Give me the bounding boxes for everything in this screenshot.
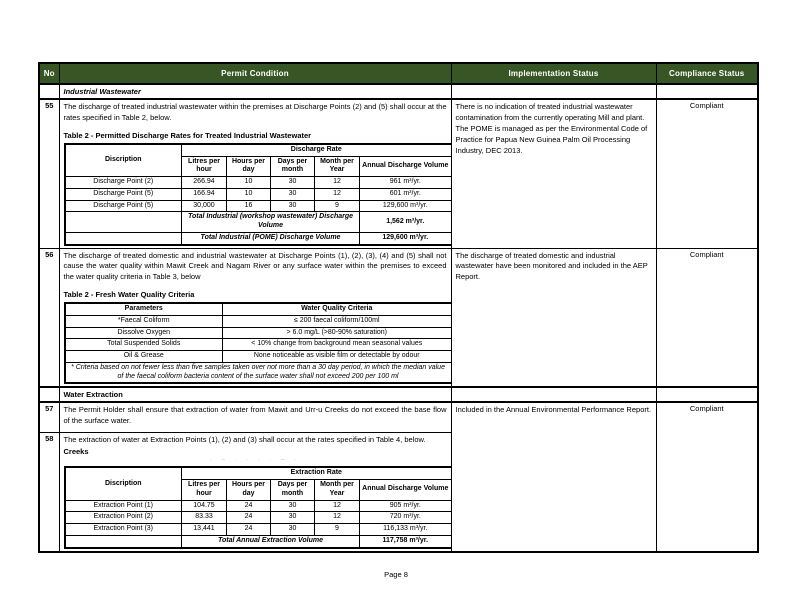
inner-table-caption: Table 2 - Fresh Water Quality Criteria [63, 290, 195, 300]
faded-text-remnant: · – · · · · – · [209, 457, 301, 464]
condition-text: The discharge of treated industrial wastewater within the premises at Discharge Points (2) and (5) shall occur at the rates specified in Table 2, below. [63, 102, 447, 122]
row-number: 56 [39, 248, 59, 387]
col-header: Annual Discharge Volume [360, 480, 452, 501]
condition-text: The discharge of treated domestic and industrial wastewater at Discharge Points (1), (2), (3), (4) and (5) shall not cause the water quality within Mawit Creek and Nagam River or any surface water within the premises to exceed the water quality criteria in Table 3, below [63, 250, 447, 282]
empty-cell [451, 84, 656, 99]
data-row [65, 500, 452, 512]
col-header: Month per Year [315, 156, 360, 177]
total-label: Total Industrial (workshop wastewater) Discharge Volume [182, 212, 360, 233]
permit-condition-cell [59, 402, 451, 433]
col-header: Days per month [271, 156, 315, 177]
permit-compliance-table [38, 62, 759, 553]
column-header-implementation-status: Implementation Status [451, 63, 656, 84]
extraction-rates-table [64, 466, 452, 548]
table-header-row [39, 63, 758, 84]
compliance-status-cell: Compliant [656, 248, 758, 387]
condition-text: The Permit Holder shall ensure that extraction of water from Mawit and Urr-u Creeks do not exceed the base flow of the surface water. [63, 405, 447, 426]
data-row [65, 524, 452, 536]
point-label: Discharge Point (5) [65, 188, 182, 200]
section-row-industrial-wastewater [39, 84, 758, 99]
group-header-row [65, 144, 452, 156]
row-number: 58 [39, 433, 59, 552]
data-row [65, 327, 452, 339]
data-row [65, 188, 452, 200]
value-cell: 12 [315, 500, 360, 512]
value-cell: 116,133 m³/yr. [360, 524, 452, 536]
criteria-value: < 10% change from background mean seasonal values [223, 339, 452, 351]
data-row [65, 351, 452, 363]
total-label: Total Industrial (POME) Discharge Volume [182, 232, 360, 244]
total-row [65, 535, 452, 547]
value-cell: 30,000 [182, 200, 227, 212]
table-row-56 [39, 248, 758, 387]
page-footer: Page 8 [384, 570, 408, 579]
parameter-label: Total Suspended Solids [65, 339, 223, 351]
data-row [65, 315, 452, 327]
column-header-permit-condition: Permit Condition [59, 63, 451, 84]
creeks-label: Creeks [63, 447, 89, 457]
parameter-label: Oil & Grease [65, 351, 223, 363]
table-row-55 [39, 99, 758, 248]
point-label: Discharge Point (2) [65, 177, 182, 189]
value-cell: 10 [227, 188, 271, 200]
total-value: 117,758 m³/yr. [360, 535, 452, 547]
col-header: Month per Year [315, 480, 360, 501]
empty-cell [65, 535, 182, 547]
data-row [65, 200, 452, 212]
criteria-value: > 6.0 mg/L (>80-90% saturation) [223, 327, 452, 339]
water-quality-table [64, 302, 452, 384]
total-row [65, 212, 452, 233]
value-cell: 16 [227, 200, 271, 212]
col-header: Litres per hour [182, 480, 227, 501]
value-cell: 30 [271, 200, 315, 212]
col-header: Hours per day [227, 156, 271, 177]
col-header: Annual Discharge Volume [360, 156, 452, 177]
total-value: 129,600 m³/yr. [360, 232, 452, 244]
value-cell: 266.94 [182, 177, 227, 189]
condition-text: The extraction of water at Extraction Points (1), (2) and (3) shall occur at the rates specified in Table 4, below. [63, 435, 426, 445]
col-header: Days per month [271, 480, 315, 501]
point-label: Extraction Point (3) [65, 524, 182, 536]
point-label: Extraction Point (1) [65, 500, 182, 512]
value-cell: 30 [271, 524, 315, 536]
value-cell: 24 [227, 524, 271, 536]
empty-cell [65, 232, 182, 244]
table-row-57 [39, 402, 758, 433]
implementation-status-cell: Included in the Annual Environmental Performance Report. [451, 402, 656, 551]
value-cell: 83.33 [182, 512, 227, 524]
parameter-label: *Faecal Coliform [65, 315, 223, 327]
footnote-row [65, 362, 452, 383]
inner-table-caption: Table 2 - Permitted Discharge Rates for Treated Industrial Wastewater [63, 130, 312, 140]
point-label: Discharge Point (5) [65, 200, 182, 212]
value-cell: 30 [271, 177, 315, 189]
value-cell: 13,441 [182, 524, 227, 536]
column-header-no: No [39, 63, 59, 84]
value-cell: 720 m³/yr. [360, 512, 452, 524]
section-title: Industrial Wastewater [63, 87, 141, 96]
col-header: Water Quality Criteria [223, 303, 452, 315]
value-cell: 9 [315, 524, 360, 536]
permit-condition-cell [59, 433, 451, 552]
column-header-compliance-status: Compliance Status [656, 63, 758, 84]
value-cell: 12 [315, 177, 360, 189]
group-header-row [65, 467, 452, 479]
column-header-row [65, 303, 452, 315]
parameter-label: Dissolve Oxygen [65, 327, 223, 339]
desc-column-header: Discription [65, 144, 182, 177]
col-header: Parameters [65, 303, 223, 315]
compliance-status-cell: Compliant [656, 402, 758, 551]
criteria-value: None noticeable as visible film or detectable by odour [223, 351, 452, 363]
data-row [65, 339, 452, 351]
value-cell: 129,600 m³/yr. [360, 200, 452, 212]
value-cell: 9 [315, 200, 360, 212]
compliance-status-cell: Compliant [656, 99, 758, 248]
data-row [65, 177, 452, 189]
total-value: 1,562 m³/yr. [360, 212, 452, 233]
value-cell: 24 [227, 500, 271, 512]
row-number: 57 [39, 402, 59, 433]
permit-condition-cell [59, 248, 451, 387]
value-cell: 601 m³/yr. [360, 188, 452, 200]
value-cell: 30 [271, 500, 315, 512]
total-row [65, 232, 452, 244]
permit-condition-cell [59, 99, 451, 248]
empty-cell [451, 387, 656, 402]
criteria-value: ≤ 200 faecal coliform/100ml [223, 315, 452, 327]
value-cell: 166.94 [182, 188, 227, 200]
col-header: Hours per day [227, 480, 271, 501]
value-cell: 24 [227, 512, 271, 524]
section-title-cell [59, 387, 451, 402]
group-header: Discharge Rate [182, 144, 452, 156]
value-cell: 12 [315, 188, 360, 200]
empty-cell [39, 84, 59, 99]
value-cell: 30 [271, 512, 315, 524]
total-label: Total Annual Extraction Volume [182, 535, 360, 547]
desc-column-header: Discription [65, 467, 182, 500]
value-cell: 905 m³/yr. [360, 500, 452, 512]
data-row [65, 512, 452, 524]
implementation-status-cell: The discharge of treated domestic and industrial wastewater have been monitored and included in the AEP Report. [451, 248, 656, 387]
discharge-rates-table [64, 143, 452, 246]
col-header: Litres per hour [182, 156, 227, 177]
empty-cell [39, 387, 59, 402]
value-cell: 961 m³/yr. [360, 177, 452, 189]
value-cell: 12 [315, 512, 360, 524]
group-header: Extraction Rate [182, 467, 452, 479]
row-number: 55 [39, 99, 59, 248]
table-footnote: * Criteria based on not fewer less than five samples taken over not more than a 30 day period, in which the median value of the faecal coliform bacteria content of the surface water shall not exceed 200 per 100 ml [65, 362, 452, 383]
value-cell: 30 [271, 188, 315, 200]
implementation-status-cell: There is no indication of treated industrial wastewater contamination from the currently operating Mill and plant. The POME is managed as per the Environmental Code of Practice for Papua New Guinea Palm Oil Processing Industry, DEC 2013. [451, 99, 656, 248]
empty-cell [656, 84, 758, 99]
section-row-water-extraction [39, 387, 758, 402]
section-title-cell [59, 84, 451, 99]
empty-cell [65, 212, 182, 233]
value-cell: 10 [227, 177, 271, 189]
point-label: Extraction Point (2) [65, 512, 182, 524]
section-title: Water Extraction [63, 390, 123, 400]
value-cell: 104.75 [182, 500, 227, 512]
empty-cell [656, 387, 758, 402]
